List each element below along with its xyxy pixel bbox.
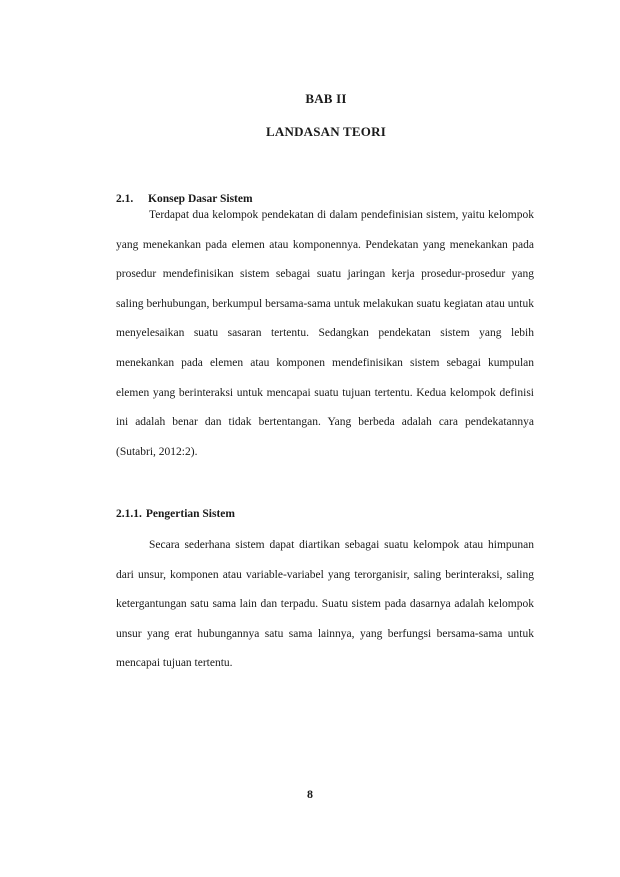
section-2-1-paragraph: Terdapat dua kelompok pendekatan di dalam pendefinisian sistem, yaitu kelompok yang menekankan pada elemen atau komponennya. Pendekatan yang menekankan pada prosedur mendefinisikan sistem sebagai suatu jaringan kerja prosedur-prosedur yang saling berhubungan, berkumpul bersama-sama untuk melakukan suatu kegiatan atau untuk menyelesaikan suatu sasaran tertentu. Sedangkan pendekatan sistem yang lebih menekankan pada elemen atau komponen mendefinisikan sistem sebagai kumpulan elemen yang berinteraksi untuk mencapai suatu tujuan tertentu. Kedua kelompok definisi ini adalah benar dan tidak bertentangan. Yang berbeda adalah cara pendekatannya (Sutabri, 2012:2). bbox=[116, 209, 534, 458]
chapter-number: BAB II bbox=[305, 91, 347, 106]
section-2-1-1-number: 2.1.1. bbox=[116, 508, 142, 520]
page-number: 8 bbox=[307, 787, 313, 801]
section-2-1-number: 2.1. bbox=[116, 193, 134, 205]
section-2-1-1-heading bbox=[116, 508, 235, 520]
chapter-title: LANDASAN TEORI bbox=[266, 124, 386, 139]
section-2-1-1-paragraph: Secara sederhana sistem dapat diartikan sebagai suatu kelompok atau himpunan dari unsur, komponen atau variable-variabel yang terorganisir, saling berinteraksi, saling ketergantungan satu sama lain dan terpadu. Suatu sistem pada dasarnya adalah kelompok unsur yang erat hubungannya satu sama lainnya, yang berfungsi bersama-sama untuk mencapai tujuan tertentu. bbox=[116, 539, 534, 670]
section-2-1-heading bbox=[116, 193, 253, 205]
section-2-1-1-title: Pengertian Sistem bbox=[145, 508, 235, 520]
section-2-1-title: Konsep Dasar Sistem bbox=[148, 193, 253, 205]
